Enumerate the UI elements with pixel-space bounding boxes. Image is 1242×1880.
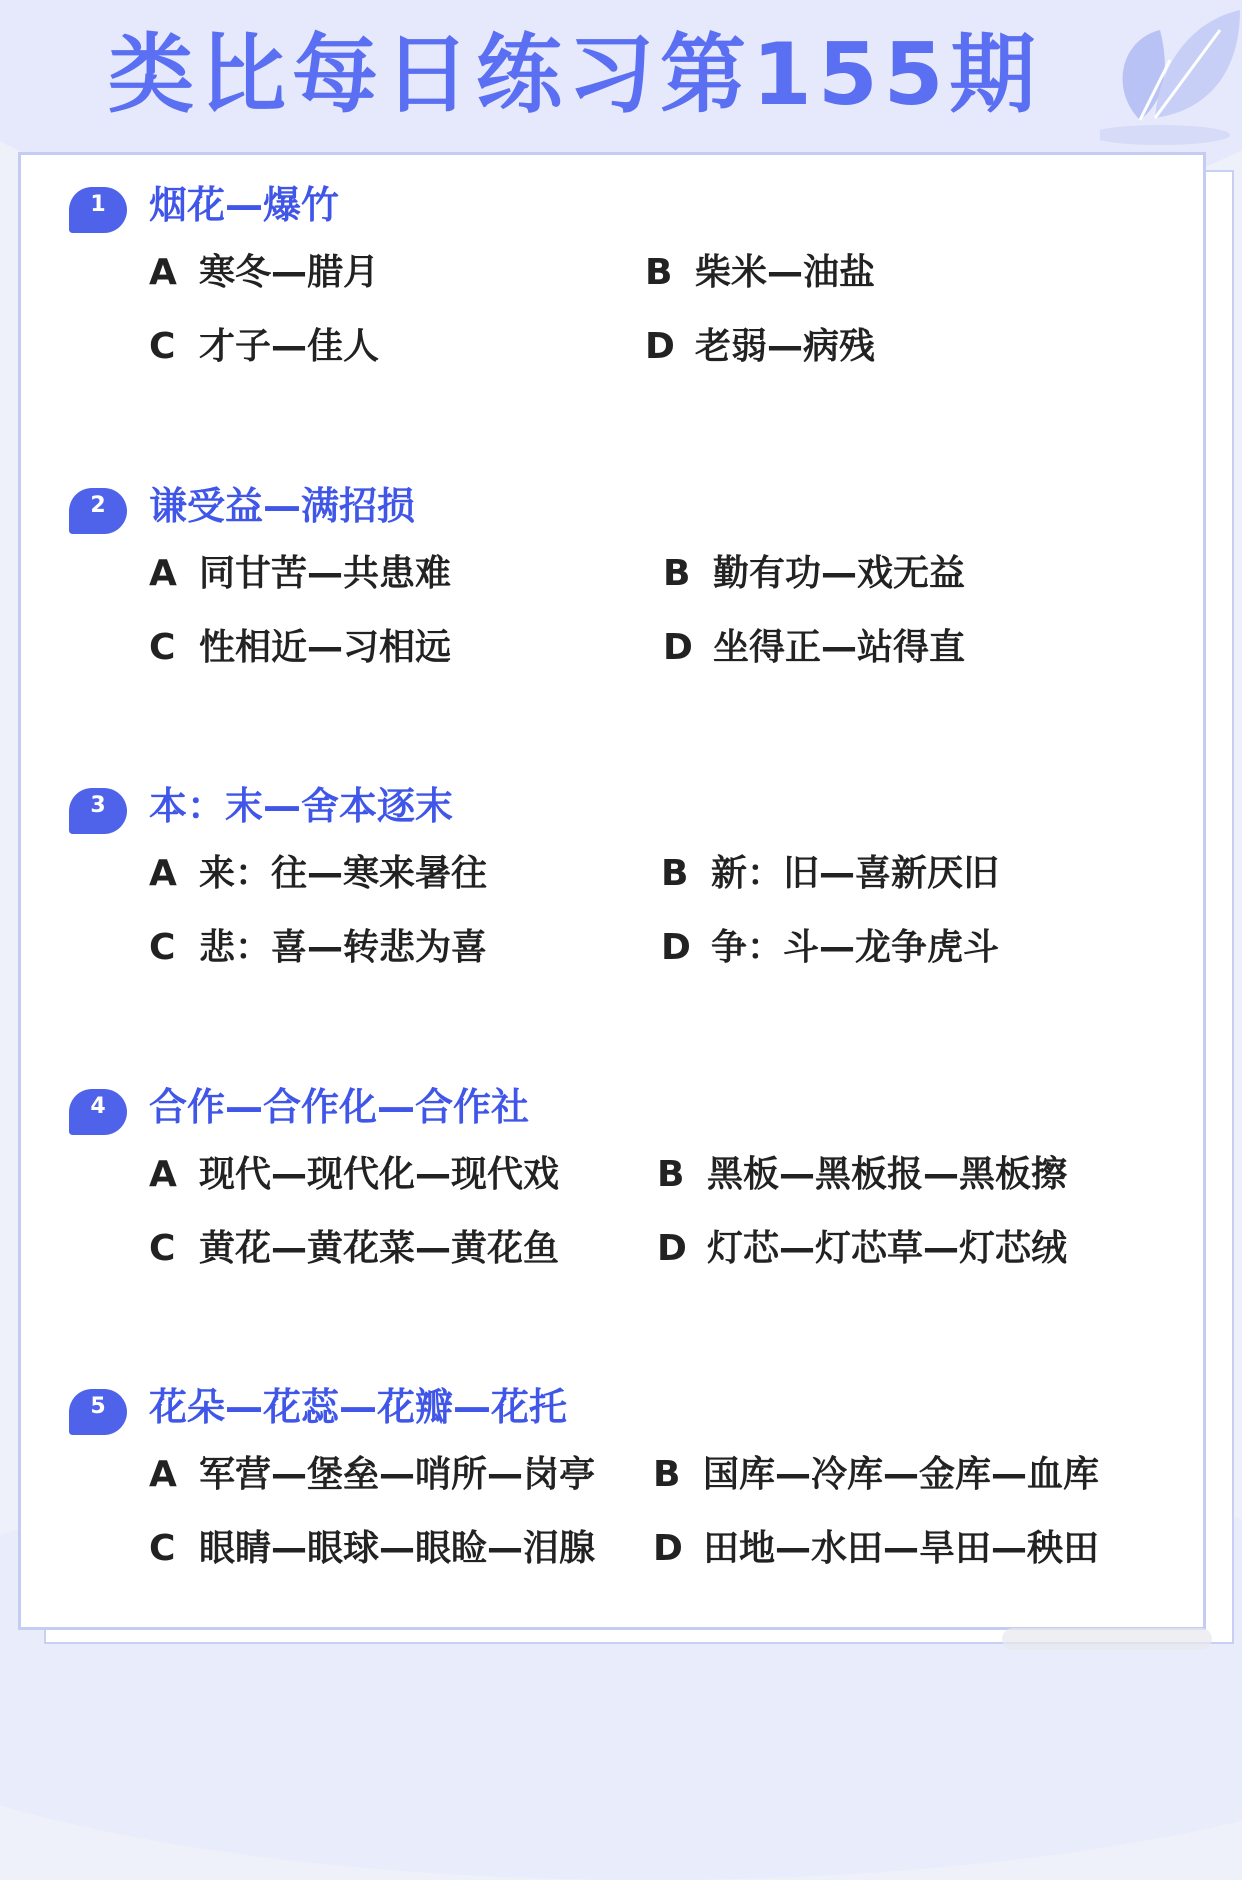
question-5: [51, 1377, 1211, 1569]
option-d[interactable]: D 争：斗—龙争虎斗: [661, 927, 1000, 968]
leaf-icon: [1100, 0, 1242, 150]
option-b[interactable]: B 国库—冷库—金库—血库: [653, 1454, 1100, 1495]
option-c[interactable]: C 黄花—黄花菜—黄花鱼: [149, 1228, 560, 1269]
page-title: 类比每日练习第155期: [108, 25, 1042, 125]
option-a[interactable]: A 同甘苦—共患难: [149, 553, 452, 594]
option-b[interactable]: B 勤有功—戏无益: [663, 553, 966, 594]
question-stem: 本：末—舍本逐末: [149, 784, 454, 828]
question-2: [51, 476, 1211, 668]
question-stem: 花朵—花蕊—花瓣—花托: [149, 1385, 568, 1429]
option-d[interactable]: D 田地—水田—旱田—秧田: [653, 1528, 1100, 1569]
watermark: [1002, 1628, 1212, 1650]
question-number-badge: 5: [69, 1389, 127, 1435]
option-c[interactable]: C 悲：喜—转悲为喜: [149, 927, 488, 968]
option-d[interactable]: D 老弱—病残: [645, 326, 876, 367]
option-a[interactable]: A 来：往—寒来暑往: [149, 853, 488, 894]
question-number-badge: 3: [69, 788, 127, 834]
option-c[interactable]: C 才子—佳人: [149, 326, 380, 367]
option-c[interactable]: C 眼睛—眼球—眼睑—泪腺: [149, 1528, 596, 1569]
question-stem: 烟花—爆竹: [149, 183, 340, 227]
option-a[interactable]: A 军营—堡垒—哨所—岗亭: [149, 1454, 596, 1495]
question-4: [51, 1077, 1211, 1269]
option-a[interactable]: A 寒冬—腊月: [149, 252, 380, 293]
option-d[interactable]: D 坐得正—站得直: [663, 627, 966, 668]
question-number-badge: 2: [69, 488, 127, 534]
option-b[interactable]: B 黑板—黑板报—黑板擦: [657, 1154, 1068, 1195]
question-stem: 谦受益—满招损: [149, 484, 416, 528]
option-b[interactable]: B 新：旧—喜新厌旧: [661, 853, 1000, 894]
option-c[interactable]: C 性相近—习相远: [149, 627, 452, 668]
question-number-badge: 4: [69, 1089, 127, 1135]
option-d[interactable]: D 灯芯—灯芯草—灯芯绒: [657, 1228, 1068, 1269]
question-3: [51, 776, 1211, 968]
option-a[interactable]: A 现代—现代化—现代戏: [149, 1154, 560, 1195]
question-stem: 合作—合作化—合作社: [149, 1085, 530, 1129]
question-number-badge: 1: [69, 187, 127, 233]
question-1: [51, 175, 1211, 367]
question-card: [18, 152, 1206, 1630]
option-b[interactable]: B 柴米—油盐: [645, 252, 876, 293]
